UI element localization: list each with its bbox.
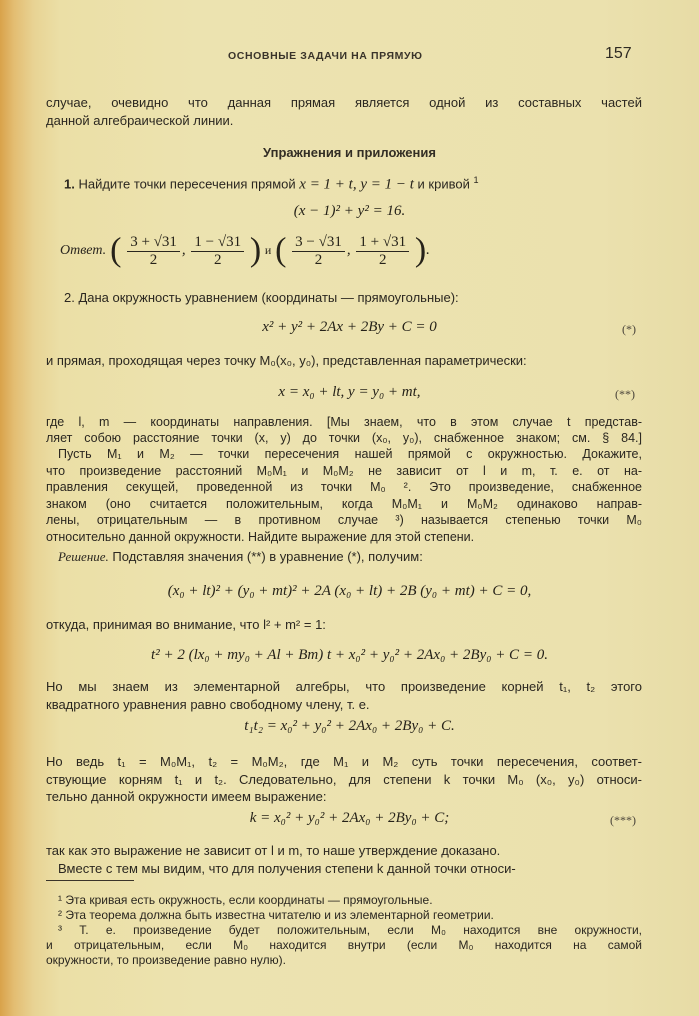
fraction: $\frac{1 + √31}{2}$ (356, 234, 409, 269)
line-description: и прямая, проходящая через точку M₀(x₀, y₀), представленная параметрически: (46, 353, 527, 368)
footnote: и отрицательным, если M₀ находится внутри (если M₀ находится на самой (46, 938, 642, 952)
conjunction: и (264, 243, 272, 258)
text-line: Вместе с тем мы видим, что для получения степени k данной точки относи- (58, 860, 516, 876)
exercise-text-2: и кривой (417, 176, 470, 192)
text-line: ствующие корням t₁ и t₂. Следовательно, для степени k точки M₀ (x₀, y₀) относи- (46, 771, 642, 787)
paragraph-theorem (46, 446, 642, 545)
param-equation: x = 1 + t, y = 1 − t (299, 176, 414, 193)
text-line: Но мы знаем из элементарной алгебры, что произведение корней t₁, t₂ этого (46, 679, 642, 694)
paragraph-final (46, 842, 642, 877)
text-line: что произведение расстояний M₀M₁ и M₀M₂ не зависит от l и m, т. е. от на- (46, 463, 642, 478)
power-equation: k = x₀² + y₀² + 2Ax₀ + 2By₀ + C; (249, 810, 450, 826)
fraction: $\frac{3 - √31}{2}$ (292, 234, 345, 269)
footnote-divider (46, 880, 134, 881)
intro-paragraph (46, 94, 642, 129)
footnote-ref: 1 (473, 175, 479, 185)
solution-line (58, 548, 423, 566)
solution-text: Подставляя значения (**) в уравнение (*), получим: (112, 549, 423, 564)
footnotes (46, 893, 642, 968)
text-line: тельно данной окружности имеем выражение: (46, 789, 327, 804)
text-line: ляет собою расстояние точки (x, y) до точки (x₀, y₀), снабженное знаком; см. § 84.] (46, 431, 642, 445)
text-line: знаком (оно считается положительным, когда M₀M₁ и M₀M₂ одинаково направ- (46, 496, 642, 511)
text-line: так как это выражение не зависит от l и m, то наше утверждение доказано. (46, 843, 501, 858)
paragraph-vieta (46, 678, 642, 713)
footnote: ¹ Эта кривая есть окружность, если координаты — прямоугольные. (58, 893, 433, 907)
text-line: данной алгебраической линии. (46, 112, 234, 128)
paragraph-conclusion (46, 753, 642, 806)
text-line: правления секущей, проведенной из точки M₀ ². Это произведение, снабженное (46, 480, 642, 494)
footnote: окружности, то произведение равно нулю). (46, 953, 286, 967)
footnote: ³ Т. е. произведение будет положительным, если M₀ находится вне окружности, (58, 923, 642, 937)
text-line: Пусть M₁ и M₂ — точки пересечения нашей прямой с окружностью. Докажите, (58, 447, 642, 461)
paragraph-directions (46, 414, 642, 446)
text-line: случае, очевидно что данная прямая является одной из составных частей (46, 95, 642, 110)
curve-equation: (x − 1)² + y² = 16. (293, 203, 406, 219)
equation-tag: (***) (610, 813, 636, 827)
product-equation: t₁t₂ = x₀² + y₀² + 2Ax₀ + 2By₀ + C. (244, 718, 455, 734)
text-line: где l, m — координаты направления. [Мы знаем, что в этом случае t представ- (46, 415, 642, 429)
fraction: $\frac{1 - √31}{2}$ (191, 234, 244, 269)
answer-block: Ответ. ( $\frac{3 + √31}{2}$ , $\frac{1 - √31}{2}$ ) и ( $\frac{3 - √31}{2}$ , $\frac{1 + √31}{2}$ ). (60, 232, 430, 269)
exercise-2-intro: 2. Дана окружность уравнением (координаты — прямоугольные): (64, 290, 459, 305)
line-equation: x = x₀ + lt, y = y₀ + mt, (278, 384, 421, 400)
section-title: Упражнения и приложения (263, 145, 436, 160)
quadratic-equation: t² + 2 (lx₀ + my₀ + Al + Bm) t + x₀² + y₀² + 2Ax₀ + 2By₀ + C = 0. (151, 647, 548, 663)
running-header: ОСНОВНЫЕ ЗАДАЧИ НА ПРЯМУЮ (228, 50, 423, 62)
equation-tag: (**) (615, 387, 635, 401)
text-line: Но ведь t₁ = M₀M₁, t₂ = M₀M₂, где M₁ и M₂ суть точки пересечения, соответ- (46, 754, 642, 769)
whence-line: откуда, принимая во внимание, что l² + m² = 1: (46, 617, 326, 632)
equation-tag: (*) (622, 322, 636, 336)
footnote: ² Эта теорема должна быть известна читателю и из элементарной геометрии. (58, 908, 494, 922)
substituted-equation: (x₀ + lt)² + (y₀ + mt)² + 2A (x₀ + lt) + 2B (y₀ + mt) + C = 0, (167, 583, 532, 599)
text-line: лены, отрицательным — в противном случае ³) называется степенью точки M₀ (46, 513, 642, 527)
fraction: $\frac{3 + √31}{2}$ (127, 234, 180, 269)
text-line: квадратного уравнения равно свободному члену, т. е. (46, 696, 370, 712)
page-number: 157 (605, 45, 632, 62)
exercise-1-statement (64, 172, 479, 194)
text-line: относительно данной окружности. Найдите выражение для этой степени. (46, 529, 475, 544)
circle-equation: x² + y² + 2Ax + 2By + C = 0 (262, 319, 437, 335)
solution-label: Решение. (58, 549, 109, 564)
answer-label: Ответ. (60, 242, 107, 258)
exercise-number: 1. (64, 176, 75, 192)
exercise-text: Найдите точки пересечения прямой (78, 176, 296, 192)
